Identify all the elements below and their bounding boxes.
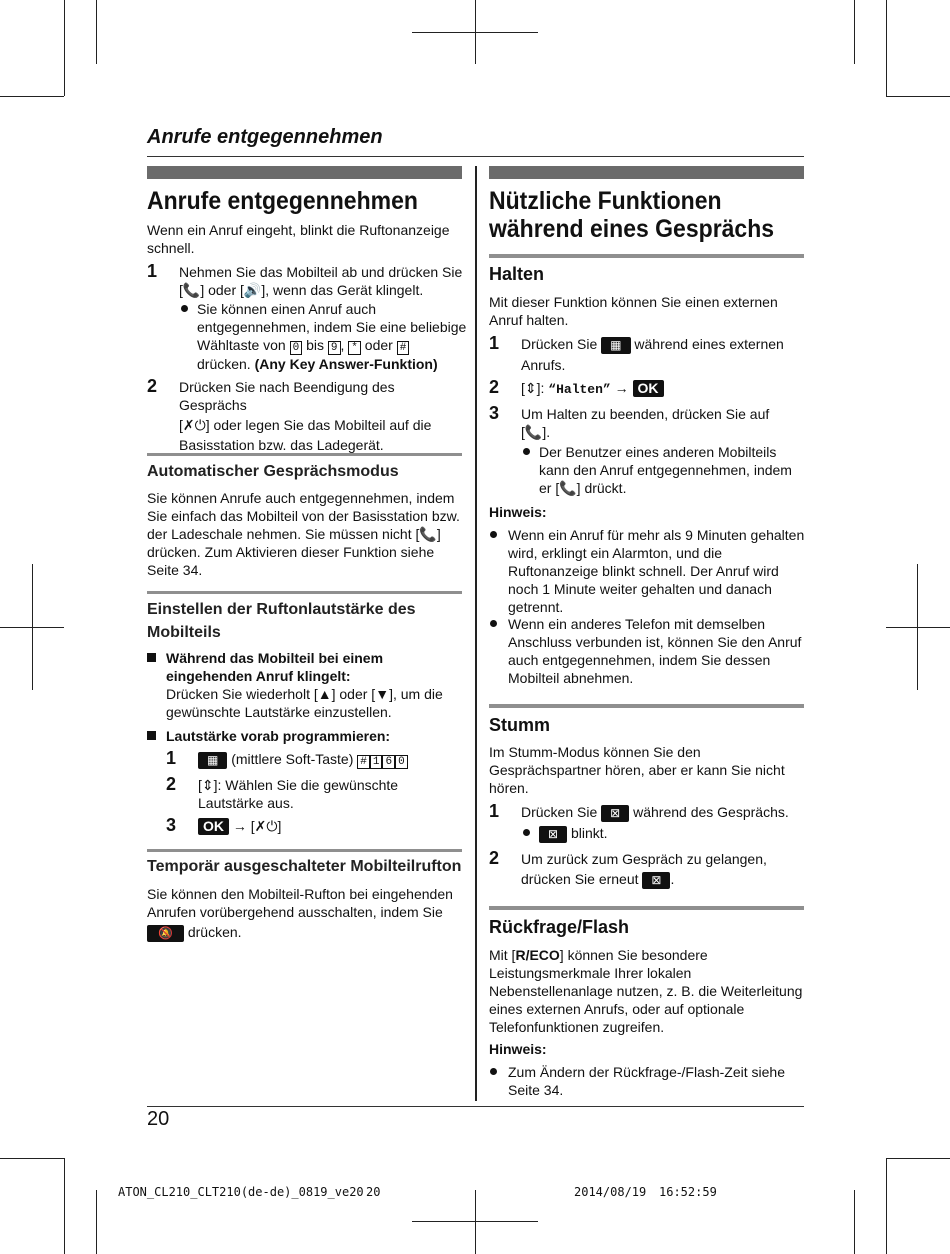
- bullet-head: Während das Mobilteil bei einem eingehenden Anruf klingelt:: [166, 650, 384, 684]
- bullet-dot: [523, 448, 530, 455]
- bullet-dot: [490, 531, 497, 538]
- mute-key-icon: ⊠: [601, 805, 629, 822]
- intro-text: Wenn ein Anruf eingeht, blinkt die Ruftonanzeige schnell.: [147, 222, 450, 256]
- step-text: Drücken Sie ▦ während eines externen Anrufs.: [521, 336, 784, 373]
- key-star: *: [348, 341, 361, 355]
- section-title: Nützliche Funktionen während eines Gesprächs: [489, 187, 775, 243]
- step-text: [⇕]: “Halten” → OK: [521, 379, 664, 399]
- talk-key-icon: 📞: [182, 282, 201, 298]
- note-text: Wenn ein Anruf für mehr als 9 Minuten gehalten wird, erklingt ein Alarmton, und die Ruftonanzeige blinkt schnell. Der Anruf wird noch 1 Minute weiter gehalten und danach getrennt.: [508, 527, 805, 615]
- crop-mark: [475, 0, 476, 64]
- step-text: Um zurück zum Gespräch zu gelangen, drücken Sie erneut ⊠ .: [521, 851, 767, 887]
- step-text: OK → [✗⏻]: [198, 817, 281, 835]
- step-number: 1: [166, 748, 177, 768]
- subsection-title: Automatischer Gesprächsmodus: [147, 463, 399, 480]
- step-number: 1: [489, 333, 500, 353]
- section-bar: [147, 166, 462, 179]
- step-number: 2: [489, 377, 500, 397]
- crop-mark: [0, 96, 64, 97]
- talk-key-icon: 📞: [419, 526, 437, 542]
- ok-key: OK: [198, 818, 229, 835]
- paragraph: Sie können Anrufe auch entgegennehmen, indem Sie einfach das Mobilteil von der Basisstation bzw. der Ladeschale nehmen. Sie müssen nicht [📞] drücken. Zum Aktivieren dieser Funktion siehe Seite 34.: [147, 490, 460, 578]
- header-rule: [147, 156, 804, 157]
- up-arrow-icon: ▲: [317, 686, 332, 702]
- crop-mark: [854, 1190, 855, 1254]
- step-number: 2: [147, 376, 158, 396]
- crop-mark: [64, 0, 65, 96]
- step-text: Drücken Sie ⊠ während des Gesprächs.: [521, 804, 789, 820]
- step-text: ▦ (mittlere Soft-Taste) # 1 6 0: [198, 750, 408, 769]
- bullet-text: Sie können einen Anruf auch entgegennehmen, indem Sie eine beliebige Wähltaste von 0 bis 9 , * oder # drücken. (Any Key Answer-Funktion): [197, 301, 467, 372]
- note-text: Wenn ein anderes Telefon mit demselben Anschluss verbunden ist, können Sie den Anruf auch entgegennehmen, indem Sie dessen Mobilteil abnehmen.: [508, 616, 802, 686]
- bullet-dot: [523, 829, 530, 836]
- paragraph: Mit dieser Funktion können Sie einen externen Anruf halten.: [489, 294, 778, 328]
- arrow-right-icon: →: [614, 380, 629, 396]
- off-power-key-icon: ✗⏻: [254, 818, 278, 834]
- page-number: 20: [147, 1108, 170, 1130]
- section-rule: [489, 254, 804, 258]
- step-text: [⇕]: Wählen Sie die gewünschte Lautstärke aus.: [198, 777, 399, 811]
- square-bullet: [147, 731, 156, 740]
- key-1: 1: [370, 755, 383, 769]
- crop-mark: [96, 1190, 97, 1254]
- subsection-title: Stumm: [489, 715, 551, 735]
- subsection-title: Temporär ausgeschalteter Mobilteilrufton: [147, 858, 462, 875]
- up-down-nav-icon: ⇕: [201, 777, 214, 793]
- bullet-text: Der Benutzer eines anderen Mobilteils kann den Anruf entgegennehmen, indem er [📞] drückt.: [539, 444, 792, 496]
- crop-mark: [64, 1158, 65, 1254]
- step-text: Drücken Sie nach Beendigung des Gesprächs [✗⏻] oder legen Sie das Mobilteil auf die Basisstation bzw. das Ladegerät.: [179, 379, 432, 453]
- menu-key-icon: ▦: [601, 337, 630, 354]
- step-number: 3: [166, 815, 177, 835]
- bullet-text: Drücken Sie wiederholt [▲] oder [▼], um die gewünschte Lautstärke einzustellen.: [166, 686, 443, 720]
- off-power-key-icon: ✗⏻: [182, 417, 206, 433]
- section-bar: [489, 166, 804, 179]
- subsection-title: Halten: [489, 264, 545, 284]
- key-hash: #: [357, 755, 370, 769]
- crop-mark: [886, 96, 950, 97]
- paragraph: Im Stumm-Modus können Sie den Gesprächspartner hören, aber er kann Sie nicht hören.: [489, 744, 785, 796]
- square-bullet: [147, 653, 156, 662]
- crop-mark: [475, 1190, 476, 1254]
- subsection-title: Rückfrage/Flash: [489, 917, 630, 937]
- arrow-right-icon: →: [232, 818, 247, 834]
- step-number: 2: [489, 848, 500, 868]
- menu-key-icon: ▦: [198, 752, 227, 769]
- step-number: 2: [166, 774, 177, 794]
- crop-mark: [886, 0, 887, 96]
- bullet-head: Lautstärke vorab programmieren:: [166, 728, 391, 744]
- step-number: 1: [489, 801, 500, 821]
- ringer-off-key-icon: 🔕: [147, 925, 184, 942]
- section-rule: [489, 704, 804, 708]
- section-rule: [489, 906, 804, 910]
- key-hash: #: [397, 341, 410, 355]
- step-text: Nehmen Sie das Mobilteil ab und drücken Sie [📞] oder [🔊], wenn das Gerät klingelt.: [179, 264, 463, 298]
- bullet-dot: [181, 305, 188, 312]
- paragraph: Mit [R/ECO] können Sie besondere Leistungsmerkmale Ihrer lokalen Nebenstellenanlage nutzen, z. B. die Weiterleitung eines externen Anrufs, oder auf optionale Telefonfunktionen zugreifen.: [489, 947, 803, 1035]
- key-0: 0: [290, 341, 303, 355]
- crop-mark: [854, 0, 855, 64]
- mute-key-icon: ⊠: [539, 826, 567, 843]
- crop-mark: [0, 1158, 64, 1159]
- talk-key-icon: 📞: [524, 424, 543, 440]
- crop-mark: [32, 564, 33, 690]
- section-rule: [147, 849, 462, 852]
- mute-key-icon: ⊠: [642, 872, 670, 889]
- crop-mark: [886, 627, 950, 628]
- section-rule: [147, 453, 462, 456]
- section-rule: [147, 591, 462, 594]
- footer-filename: ATON_CL210_CLT210(de-de)_0819_ve20: [118, 1185, 364, 1199]
- bullet-dot: [490, 1068, 497, 1075]
- footer-page: 20: [366, 1185, 381, 1199]
- running-header: Anrufe entgegennehmen: [147, 126, 383, 148]
- bottom-rule: [147, 1106, 804, 1107]
- footer-time: 16:52:59: [659, 1185, 717, 1199]
- note-label: Hinweis:: [489, 1041, 547, 1057]
- crop-mark: [886, 1158, 950, 1159]
- up-down-nav-icon: ⇕: [524, 380, 537, 396]
- speaker-key-icon: 🔊: [243, 282, 262, 298]
- step-number: 3: [489, 403, 500, 423]
- crop-mark: [917, 564, 918, 690]
- key-6: 6: [382, 755, 395, 769]
- down-arrow-icon: ▼: [375, 686, 390, 702]
- key-0: 0: [395, 755, 408, 769]
- key-9: 9: [328, 341, 341, 355]
- column-divider: [475, 166, 477, 1101]
- ok-key: OK: [633, 380, 664, 397]
- crop-mark: [886, 1158, 887, 1254]
- footer-date: 2014/08/19: [574, 1185, 647, 1199]
- subsection-title: Einstellen der Ruftonlautstärke des Mobilteils: [147, 601, 416, 641]
- step-number: 1: [147, 261, 158, 281]
- paragraph: Sie können den Mobilteil-Rufton bei eingehenden Anrufen vorübergehend ausschalten, indem Sie 🔕 drücken.: [147, 886, 453, 940]
- note-text: Zum Ändern der Rückfrage-/Flash-Zeit siehe Seite 34.: [508, 1064, 785, 1098]
- crop-mark: [96, 0, 97, 64]
- bullet-dot: [490, 620, 497, 627]
- bullet-text: ⊠ blinkt.: [539, 824, 608, 843]
- section-title: Anrufe entgegennehmen: [147, 187, 418, 215]
- talk-key-icon: 📞: [559, 480, 577, 496]
- note-label: Hinweis:: [489, 504, 547, 520]
- step-text: Um Halten zu beenden, drücken Sie auf [📞].: [521, 406, 770, 440]
